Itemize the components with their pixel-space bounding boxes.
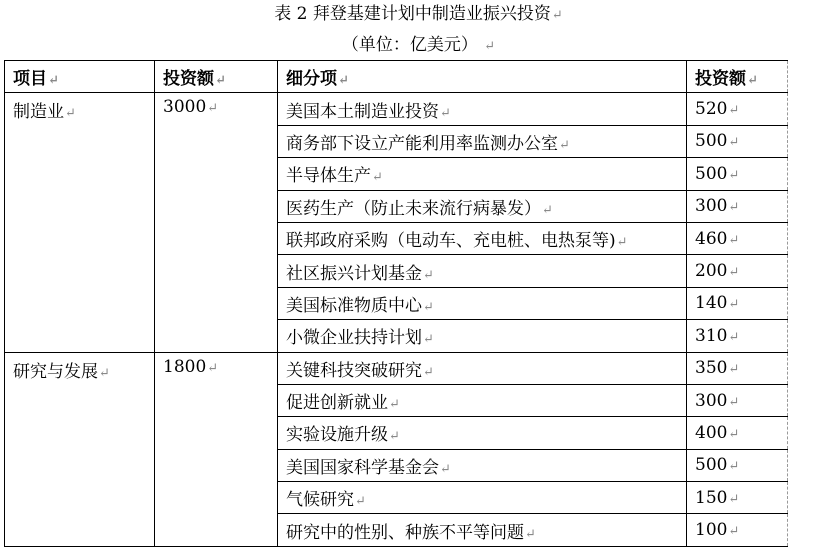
paragraph-mark-icon: ↵: [728, 459, 740, 475]
subitem-amount-cell: [687, 93, 788, 125]
paragraph-mark-icon: ↵: [728, 200, 740, 216]
subitem-amount-cell: [687, 190, 788, 222]
subitem-cell-text: 半导体生产: [286, 166, 371, 187]
subitem-cell-text: 实验设施升级: [286, 425, 388, 446]
subitem-amount-cell: [687, 255, 788, 287]
subitem-cell-text: 美国国家科学基金会: [286, 457, 439, 478]
subitem-cell-text: 小微企业扶持计划: [286, 328, 422, 349]
header-cell: [278, 61, 687, 93]
paragraph-mark-icon: ↵: [728, 103, 740, 119]
subitem-cell-text: 社区振兴计划基金: [286, 263, 422, 284]
subitem-amount-cell-text: 100: [695, 520, 728, 541]
paragraph-mark-icon: ↵: [484, 39, 496, 54]
subitem-cell: [278, 190, 687, 222]
subitem-cell-text: 美国标准物质中心: [286, 295, 422, 316]
paragraph-mark-icon: ↵: [423, 299, 434, 315]
subitem-cell: [278, 158, 687, 190]
table-row: [5, 93, 788, 125]
paragraph-mark-icon: ↵: [65, 106, 76, 122]
subitem-cell-text: 医药生产（防止未来流行病暴发）: [286, 198, 541, 219]
subitem-amount-cell-text: 500: [695, 163, 728, 184]
subitem-cell-text: 气候研究: [286, 490, 354, 511]
subitem-amount-cell-text: 140: [695, 293, 728, 314]
paragraph-mark-icon: ↵: [355, 494, 366, 510]
subitem-cell-text: 美国本土制造业投资: [286, 101, 439, 122]
paragraph-mark-icon: ↵: [48, 73, 59, 89]
paragraph-mark-icon: ↵: [551, 8, 563, 23]
table-row: [5, 352, 788, 384]
paragraph-mark-icon: ↵: [423, 364, 434, 380]
paragraph-mark-icon: ↵: [372, 170, 383, 186]
subitem-cell: [278, 93, 687, 125]
subitem-amount-cell: [687, 352, 788, 384]
category-total-cell: [155, 352, 278, 546]
subitem-amount-cell-text: 520: [695, 99, 728, 120]
subitem-amount-cell: [687, 158, 788, 190]
subitem-amount-cell-text: 300: [695, 196, 728, 217]
paragraph-mark-icon: ↵: [728, 297, 740, 313]
subitem-amount-cell-text: 310: [695, 325, 728, 346]
subitem-cell-text: 关键科技突破研究: [286, 360, 422, 381]
paragraph-mark-icon: ↵: [440, 105, 451, 121]
subitem-amount-cell-text: 400: [695, 422, 728, 443]
header-cell: [155, 61, 278, 93]
subitem-amount-cell-text: 350: [695, 358, 728, 379]
subitem-amount-cell-text: 150: [695, 487, 728, 508]
subitem-amount-cell: [687, 320, 788, 352]
subitem-cell: [278, 384, 687, 416]
subitem-cell-text: 研究中的性别、种族不平等问题: [286, 522, 524, 543]
subitem-amount-cell-text: 200: [695, 261, 728, 282]
subitem-cell: [278, 352, 687, 384]
paragraph-mark-icon: ↵: [338, 73, 349, 89]
header-cell: [5, 61, 155, 93]
paragraph-mark-icon: ↵: [728, 362, 740, 378]
paragraph-mark-icon: ↵: [728, 329, 740, 345]
paragraph-mark-icon: ↵: [728, 167, 740, 183]
subitem-cell: [278, 417, 687, 449]
subitem-cell: [278, 320, 687, 352]
paragraph-mark-icon: ↵: [728, 394, 740, 410]
paragraph-mark-icon: ↵: [389, 397, 400, 413]
category-cell-text: 研究与发展: [13, 361, 98, 382]
paragraph-mark-icon: ↵: [215, 73, 226, 89]
subitem-cell: [278, 222, 687, 254]
paragraph-mark-icon: ↵: [423, 332, 434, 348]
paragraph-mark-icon: ↵: [207, 360, 219, 376]
subitem-amount-cell: [687, 417, 788, 449]
paragraph-mark-icon: ↵: [747, 73, 758, 89]
subitem-amount-cell: [687, 514, 788, 546]
header-cell-text: 项目: [13, 69, 47, 90]
paragraph-mark-icon: ↵: [728, 135, 740, 151]
paragraph-mark-icon: ↵: [616, 235, 628, 251]
subitem-amount-cell: [687, 222, 788, 254]
subitem-cell-text: 商务部下设立产能利用率监测办公室: [286, 133, 558, 154]
investment-table: [4, 60, 788, 547]
paragraph-mark-icon: ↵: [559, 137, 570, 153]
subitem-amount-cell: [687, 384, 788, 416]
paragraph-mark-icon: ↵: [728, 524, 740, 540]
caption-title: 表 2 拜登基建计划中制造业振兴投资: [274, 4, 551, 24]
subitem-cell: [278, 125, 687, 157]
paragraph-mark-icon: ↵: [525, 526, 536, 542]
paragraph-mark-icon: ↵: [99, 365, 110, 381]
category-cell: [5, 93, 155, 352]
paragraph-mark-icon: ↵: [440, 461, 451, 477]
header-cell-text: 投资额: [163, 69, 214, 90]
subitem-cell: [278, 255, 687, 287]
subitem-amount-cell-text: 460: [695, 228, 728, 249]
subitem-amount-cell: [687, 287, 788, 319]
table-unit: [0, 34, 837, 58]
paragraph-mark-icon: ↵: [728, 426, 740, 442]
paragraph-mark-icon: ↵: [728, 491, 740, 507]
paragraph-mark-icon: ↵: [728, 265, 740, 281]
category-cell-text: 制造业: [13, 102, 64, 123]
table-caption: [0, 3, 837, 27]
category-total-cell-text: 3000: [163, 97, 207, 118]
paragraph-mark-icon: ↵: [423, 267, 434, 283]
paragraph-mark-icon: ↵: [728, 232, 740, 248]
table-header-row: [5, 61, 788, 93]
paragraph-mark-icon: ↵: [207, 101, 219, 117]
subitem-amount-cell-text: 500: [695, 455, 728, 476]
category-cell: [5, 352, 155, 546]
subitem-amount-cell: [687, 482, 788, 514]
subitem-cell-text: 促进创新就业: [286, 393, 388, 414]
header-cell-text: 投资额: [695, 69, 746, 90]
subitem-cell: [278, 514, 687, 546]
paragraph-mark-icon: ↵: [542, 202, 553, 218]
subitem-amount-cell-text: 500: [695, 131, 728, 152]
paragraph-mark-icon: ↵: [389, 429, 400, 445]
category-total-cell: [155, 93, 278, 352]
caption-unit: （单位：亿美元）: [341, 35, 478, 55]
subitem-cell: [278, 287, 687, 319]
subitem-cell: [278, 482, 687, 514]
subitem-amount-cell-text: 300: [695, 390, 728, 411]
header-cell-text: 细分项: [286, 69, 337, 90]
subitem-amount-cell: [687, 125, 788, 157]
subitem-cell: [278, 449, 687, 481]
subitem-cell-text: 联邦政府采购（电动车、充电桩、电热泵等): [286, 231, 616, 252]
category-total-cell-text: 1800: [163, 356, 207, 377]
subitem-amount-cell: [687, 449, 788, 481]
header-cell: [687, 61, 788, 93]
